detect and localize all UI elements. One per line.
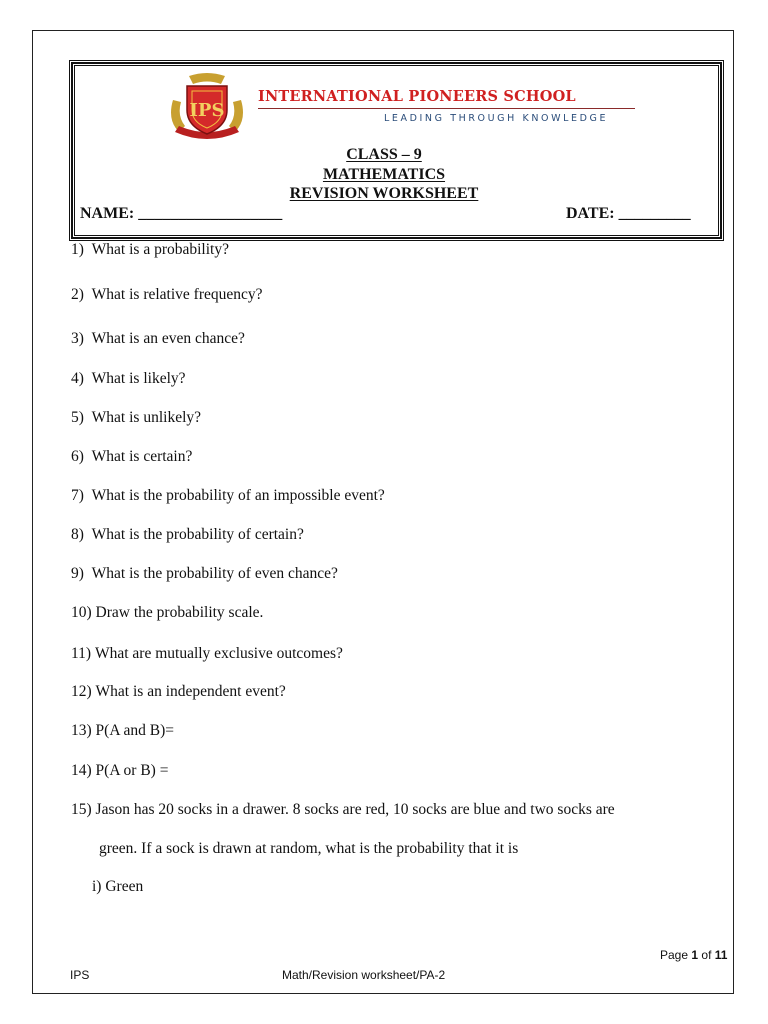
question-15-subpart-i: i) Green xyxy=(92,878,144,895)
school-crest-logo xyxy=(165,70,249,146)
question-13: 13) P(A and B)= xyxy=(71,722,175,739)
page-number: Page 1 of 11 xyxy=(660,948,728,962)
date-field-label: DATE: _________ xyxy=(566,205,691,222)
question-15: 15) Jason has 20 socks in a drawer. 8 socks are red, 10 socks are blue and two socks are xyxy=(71,801,615,818)
question-7: 7) What is the probability of an impossible event? xyxy=(71,487,385,504)
worksheet-title: REVISION WORKSHEET xyxy=(289,185,479,202)
footer-document-path: Math/Revision worksheet/PA-2 xyxy=(282,968,446,982)
question-15-continuation: green. If a sock is drawn at random, what is the probability that it is xyxy=(99,840,519,857)
class-title: CLASS – 9 xyxy=(346,146,422,163)
question-10: 10) Draw the probability scale. xyxy=(71,604,264,621)
question-9: 9) What is the probability of even chance? xyxy=(71,565,338,582)
subject-title: MATHEMATICS xyxy=(322,166,446,183)
question-3: 3) What is an even chance? xyxy=(71,330,245,347)
question-5: 5) What is unlikely? xyxy=(71,409,202,426)
footer-school-code: IPS xyxy=(70,968,90,982)
question-8: 8) What is the probability of certain? xyxy=(71,526,304,543)
name-field-label: NAME: __________________ xyxy=(80,205,283,222)
question-14: 14) P(A or B) = xyxy=(71,762,169,779)
school-motto: LEADING THROUGH KNOWLEDGE xyxy=(384,113,609,124)
question-1: 1) What is a probability? xyxy=(71,241,229,258)
school-name: INTERNATIONAL PIONEERS SCHOOL xyxy=(258,88,576,105)
question-11: 11) What are mutually exclusive outcomes? xyxy=(71,645,343,662)
logo-text: IPS xyxy=(189,100,225,121)
question-4: 4) What is likely? xyxy=(71,370,186,387)
question-6: 6) What is certain? xyxy=(71,448,193,465)
school-name-divider xyxy=(258,108,635,109)
question-12: 12) What is an independent event? xyxy=(71,683,286,700)
question-2: 2) What is relative frequency? xyxy=(71,286,263,303)
